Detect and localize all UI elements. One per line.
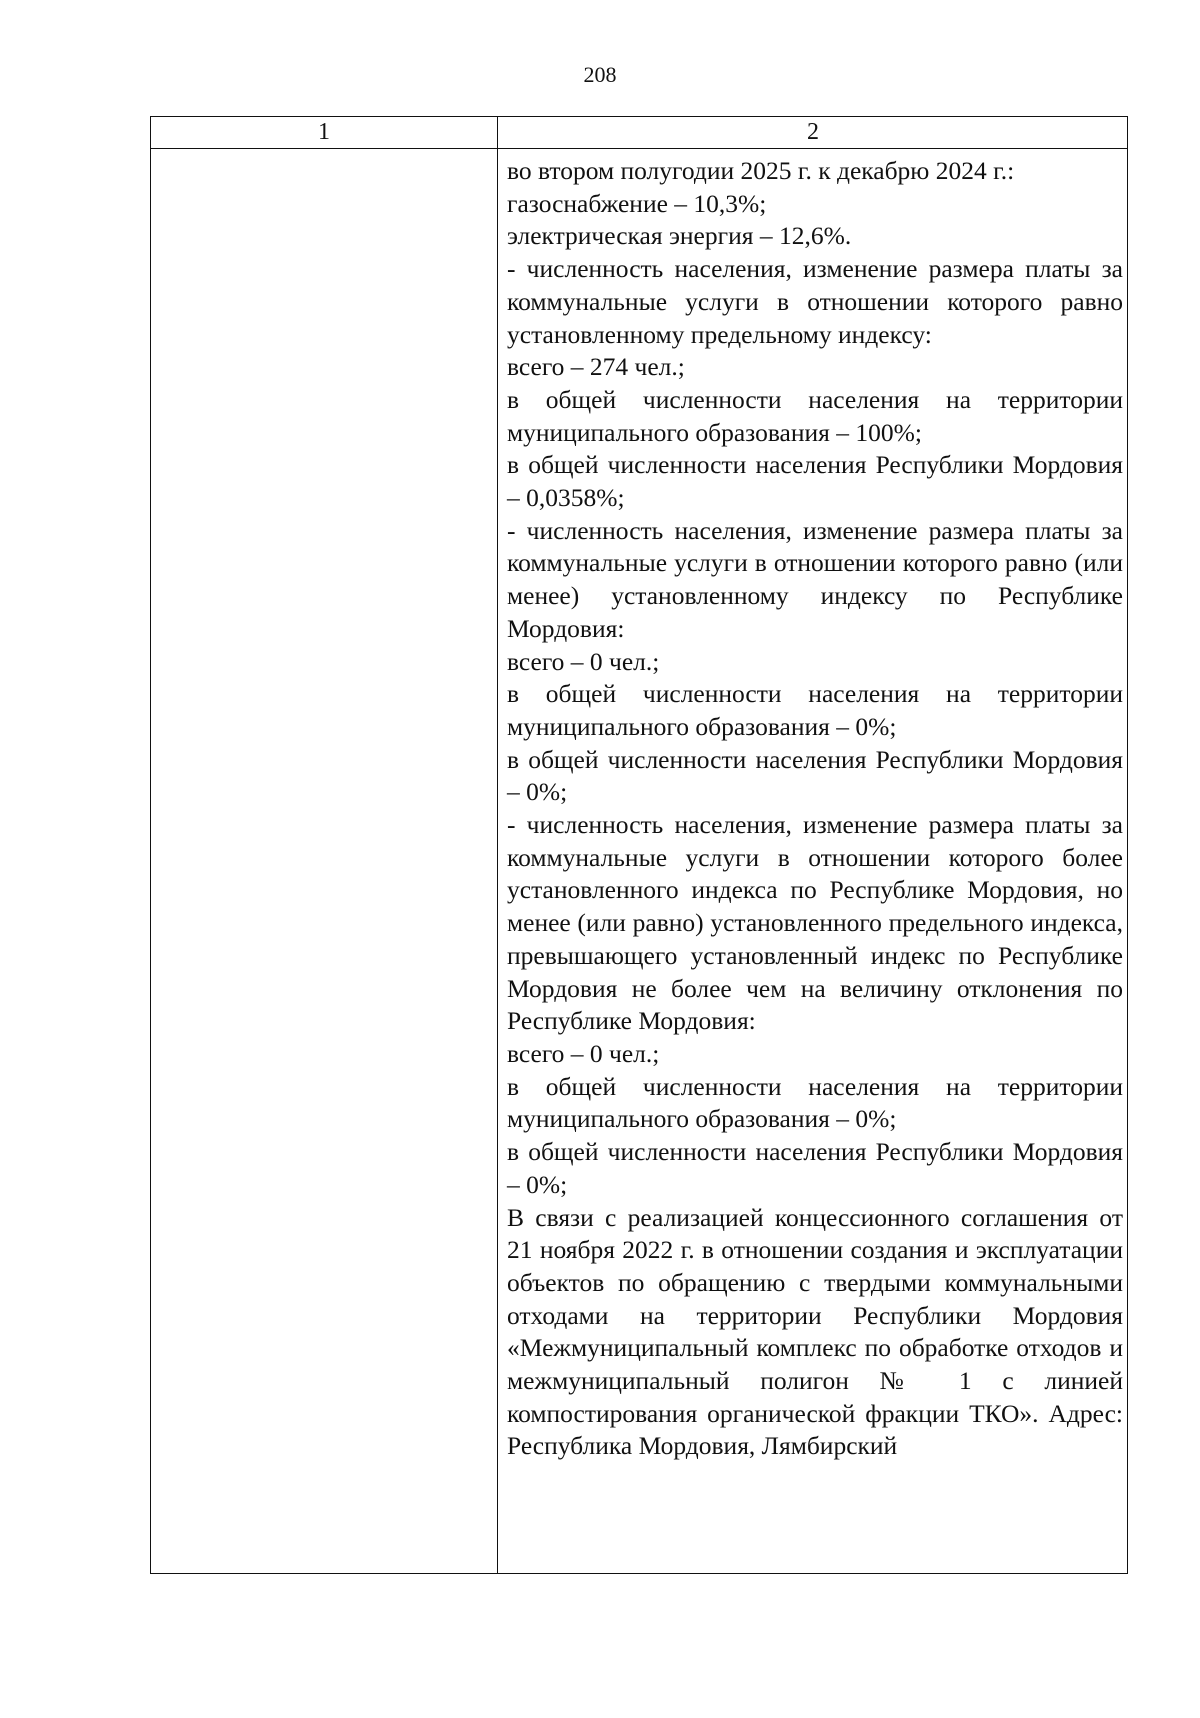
paragraph: электрическая энергия – 12,6%. [507,221,852,251]
column-divider [497,117,498,1573]
table-cell-column-2 [507,155,1123,1463]
paragraph: в общей численности населения Республики Мордовия – 0,0358%; [507,450,1123,513]
paragraph: всего – 0 чел.; [507,646,660,676]
page-number: 208 [583,62,617,87]
paragraph: в общей численности населения на территории муниципального образования – 100%; [507,384,1123,447]
paragraph: во втором полугодии 2025 г. к декабрю 2024 г.: [507,156,1015,185]
paragraph: газоснабжение – 10,3%; [507,188,767,218]
paragraph: в общей численности населения Республики Мордовия – 0%; [507,1137,1123,1199]
table-header-row [151,117,1127,149]
paragraph: всего – 0 чел.; [507,1038,660,1068]
paragraph: В связи с реализацией концессионного соглашения от 21 ноября 2022 г. в отношении создания и эксплуатации объектов по обращению с твердыми коммунальными отходами на территории Республики Мордовия «Межмуниципальный комплекс по обработке отходов и межмуниципальный полигон № 1 с линией компостирования органической фракции ТКО». Адрес: Республика Мордовия, Лямбирский [507,1202,1123,1461]
header-column-2: 2 [807,119,819,145]
paragraph: - численность населения, изменение размера платы за коммунальные услуги в отношении которого равно установленному предельному индексу: [507,254,1123,349]
paragraph: всего – 274 чел.; [507,352,685,382]
paragraph: в общей численности населения на территории муниципального образования – 0%; [507,679,1123,741]
paragraph: - численность населения, изменение размера платы за коммунальные услуги в отношении которого равно (или менее) установленному индексу по Республике Мордовия: [507,515,1123,643]
header-column-1: 1 [318,119,330,145]
paragraph: - численность населения, изменение размера платы за коммунальные услуги в отношении которого более установленного индекса по Республике Мордовия, но менее (или равно) установленного предельного индекса, превышающего установленный индекс по Республике Мордовия не более чем на величину отклонения по Республике Мордовия: [507,810,1123,1036]
document-table [150,116,1128,1574]
paragraph: в общей численности населения на территории муниципального образования – 0%; [507,1071,1123,1134]
paragraph: в общей численности населения Республики Мордовия – 0%; [507,744,1123,807]
